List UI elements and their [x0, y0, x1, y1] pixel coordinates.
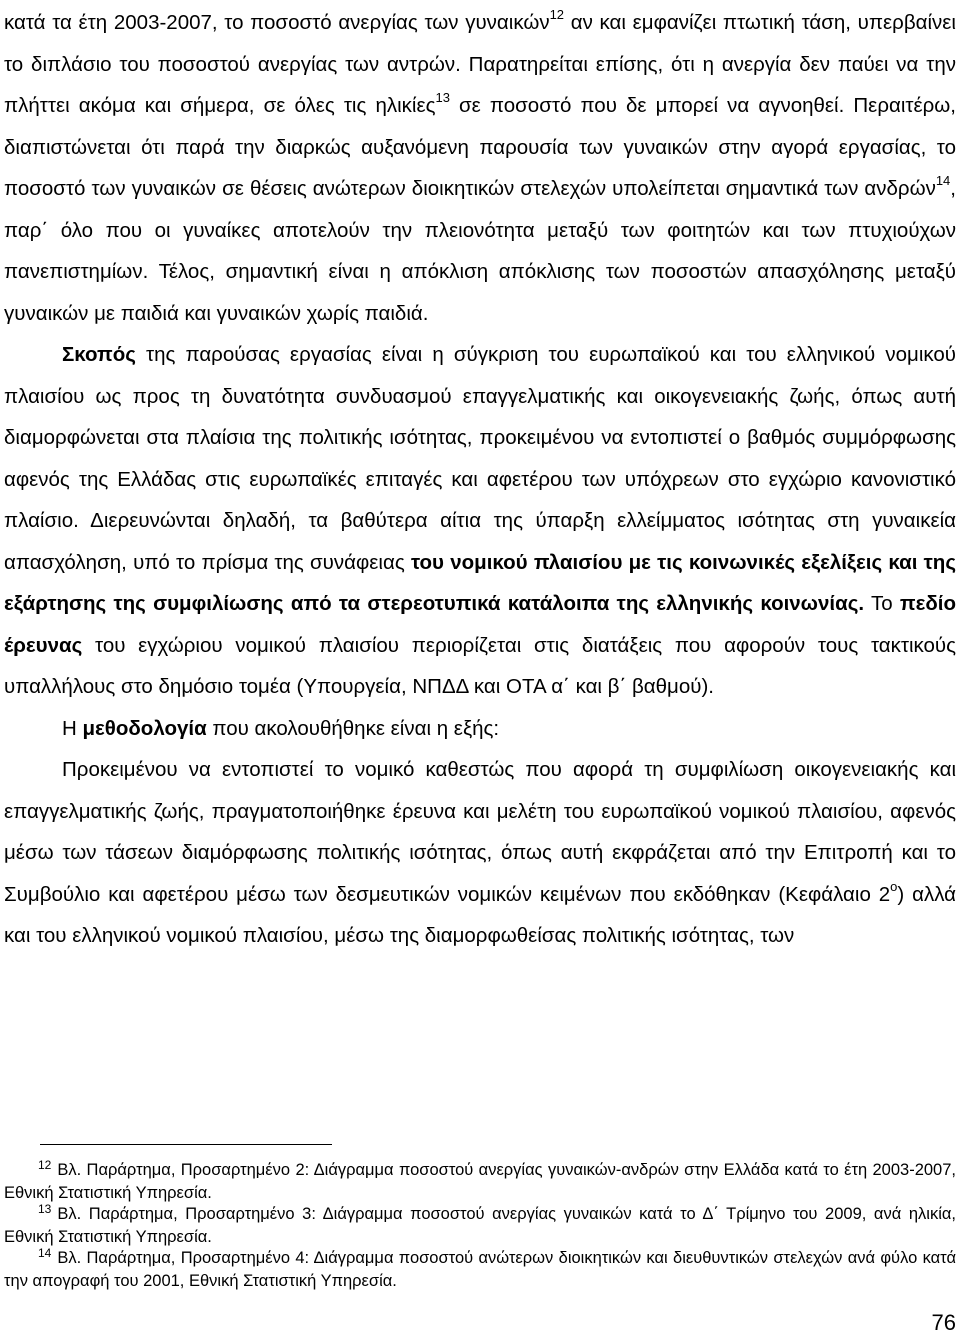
footnote-ref-12[interactable]: 12 — [549, 7, 565, 23]
paragraph-purpose: Σκοπός της παρούσας εργασίας είναι η σύγκριση του ευρωπαϊκού και του ελληνικού νομικού πλαισίου ως προς τη δυνατότητα συνδυασμού επαγγελματικής και οικογενειακής ζωής, όπως αυτή διαμορφώνεται στα πλαίσια της πολιτικής ισότητας, προκειμένου να εντοπιστεί ο βαθμός συμμόρφωσης αφενός της Ελλάδας στις ευρωπαϊκές επιταγές και αφετέρου των υπόχρεων στο εγχώριο κανονιστικό πλαίσιο. Διερευνώνται δηλαδή, τα βαθύτερα αίτια της ύπαρξη ελλείμματος ισότητας στη γυναικεία απασχόληση, υπό το πρίσμα της συνάφειας του νομικού πλαισίου με τις κοινωνικές εξελίξεις και της εξάρτησης της συμφιλίωσης από τα στερεοτυπικά κατάλοιπα της ελληνικής κοινωνίας. Το πεδίο έρευνας του εγχώριου νομικού πλαισίου περιορίζεται στις διατάξεις που αφορούν τους τακτικούς υπαλλήλους στο δημόσιο τομέα (Υπουργεία, ΝΠΔΔ και ΟΤΑ α΄ και β΄ βαθμού). — [4, 343, 956, 698]
purpose-heading: Σκοπός — [62, 343, 136, 366]
footnote-13: $^{13}$ Βλ. Παράρτημα, Προσαρτημένο 3: Διάγραμμα ποσοστού ανεργίας γυναικών κατά το Δ΄ Τρίμηνο του 2009, ανά ηλικία, Εθνική Στατιστική Υπηρεσία. — [4, 1202, 956, 1246]
footnote-ref-14[interactable]: 14 — [935, 173, 951, 189]
page-number: 76 — [931, 1310, 956, 1335]
footnote-14: $^{14}$ Βλ. Παράρτημα, Προσαρτημένο 4: Διάγραμμα ποσοστού ανώτερων διοικητικών και διευθυντικών στελεχών ανά φύλο κατά την απογραφή του 2001, Εθνική Στατιστική Υπηρεσία. — [4, 1246, 956, 1290]
paragraph-methodology: Η μεθοδολογία που ακολουθήθηκε είναι η εξής: — [62, 716, 500, 740]
footnote-separator — [40, 1144, 332, 1145]
paragraph-research: Προκειμένου να εντοπιστεί το νομικό καθεστώς που αφορά τη συμφιλίωση οικογενειακής και επαγγελματικής ζωής, πραγματοποιήθηκε έρευνα και μελέτη του ευρωπαϊκού νομικού πλαισίου, αφενός μέσω των τάσεων διαμόρφωσης πολιτικής ισότητας, όπως αυτή εκφράζεται από την Επιτροπή και το Συμβούλιο και αφετέρου μέσω των δεσμευτικών νομικών κειμένων που εκδόθηκαν (Κεφάλαιο $2^o$) αλλά και του ελληνικού νομικού πλαισίου, μέσω της διαμορφωθείσας πολιτικής ισότητας, των — [4, 758, 956, 947]
footnote-ref-13[interactable]: 13 — [435, 90, 450, 106]
footnote-12: $^{12}$ Βλ. Παράρτημα, Προσαρτημένο 2: Διάγραμμα ποσοστού ανεργίας γυναικών-ανδρών στην Ελλάδα κατά το έτη 2003-2007, Εθνική Στατιστική Υπηρεσία. — [4, 1158, 956, 1202]
body-text — [4, 2, 956, 957]
footnotes — [4, 1160, 956, 1292]
paragraph-unemployment: κατά τα έτη 2003-2007, το ποσοστό ανεργίας των γυναικών$^{12}$ αν και εμφανίζει πτωτική τάση, υπερβαίνει το διπλάσιο του ποσοστού ανεργίας των αντρών. Παρατηρείται επίσης, ότι η ανεργία δεν παύει να την πλήττει ακόμα και σήμερα, σε όλες τις ηλικίες$^{13}$ σε ποσοστό που δε μπορεί να αγνοηθεί. Περαιτέρω, διαπιστώνεται ότι παρά την διαρκώς αυξανόμενη παρουσία των γυναικών στην αγορά εργασίας, το ποσοστό των γυναικών σε θέσεις ανώτερων διοικητικών στελεχών υπολείπεται σημαντικά των ανδρών$^{14}$, παρ΄ όλο που οι γυναίκες αποτελούν την πλειονότητα μεταξύ των φοιτητών και των πτυχιούχων πανεπιστημίων. Τέλος, σημαντική είναι η απόκλιση απόκλισης των ποσοστών απασχόλησης μεταξύ γυναικών με παιδιά και γυναικών χωρίς παιδιά. — [4, 7, 956, 325]
